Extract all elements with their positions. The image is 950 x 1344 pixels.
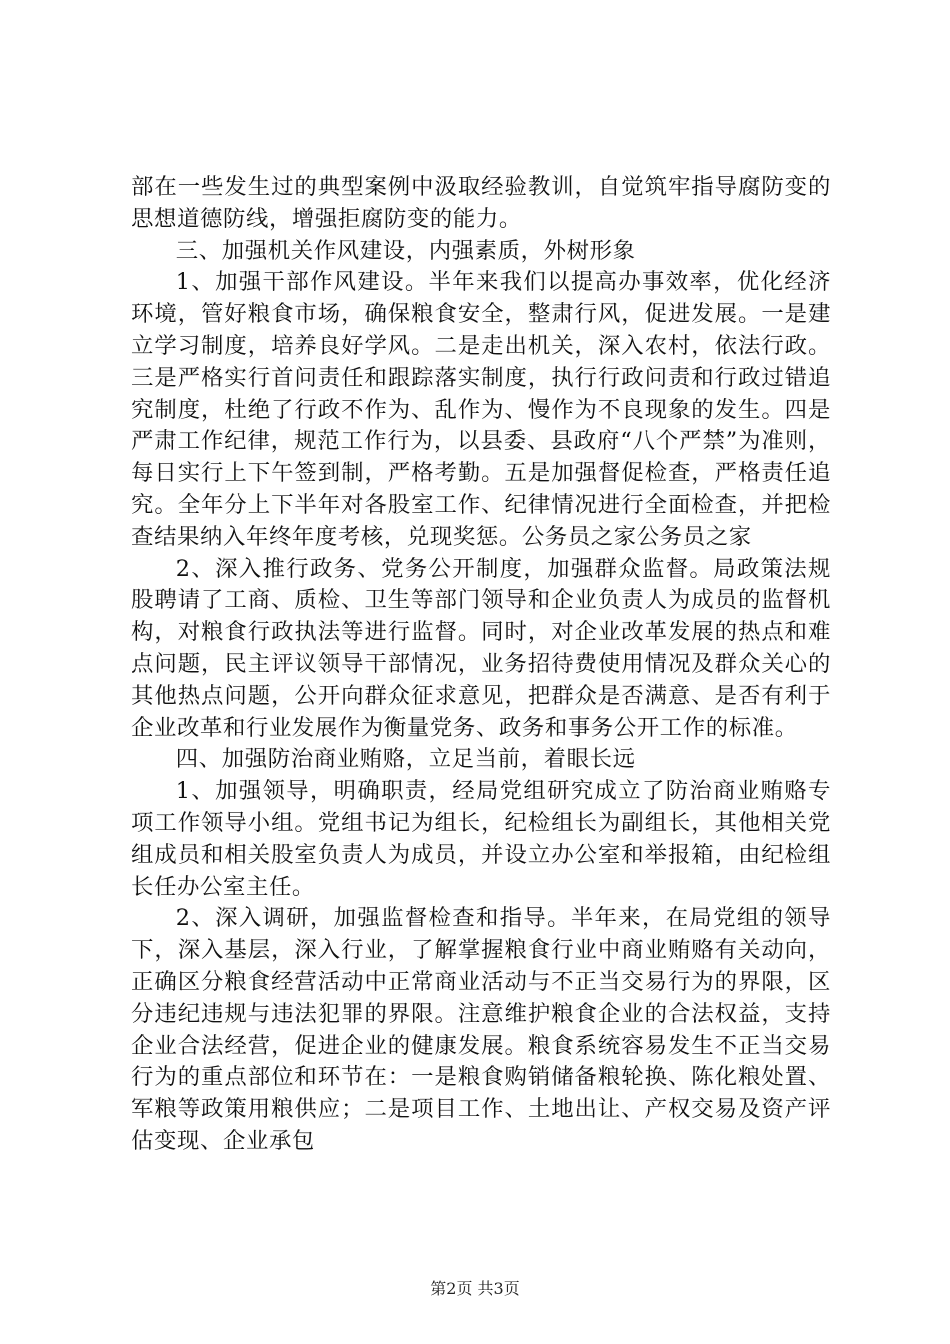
paragraph: 1、加强干部作风建设。半年来我们以提高办事效率，优化经济环境，管好粮食市场，确保粮食安全，整肃行风，促进发展。一是建立学习制度，培养良好学风。二是走出机关，深入农村，依法行政。三是严格实行首问责任和跟踪落实制度，执行行政问责和行政过错追究制度，杜绝了行政不作为、乱作为、慢作为不良现象的发生。四是严肃工作纪律，规范工作行为，以县委、县政府“八个严禁”为准则，每日实行上下午签到制，严格考勤。五是加强督促检查，严格责任追究。全年分上下半年对各股室工作、纪律情况进行全面检查，并把检查结果纳入年终年度考核，兑现奖惩。公务员之家公务员之家	[131, 269, 831, 550]
document-body	[131, 172, 831, 1158]
paragraph: 部在一些发生过的典型案例中汲取经验教训，自觉筑牢指导腐防变的思想道德防线，增强拒腐防变的能力。	[131, 174, 831, 232]
section-heading: 三、加强机关作风建设，内强素质，外树形象	[175, 237, 636, 264]
page-footer: 第2页 共3页	[430, 1279, 520, 1298]
paragraph: 1、加强领导，明确职责，经局党组研究成立了防治商业贿赂专项工作领导小组。党组书记为组长，纪检组长为副组长，其他相关党组成员和相关股室负责人为成员，并设立办公室和举报箱，由纪检组长任办公室主任。	[131, 778, 831, 900]
paragraph: 2、深入推行政务、党务公开制度，加强群众监督。局政策法规股聘请了工商、质检、卫生等部门领导和企业负责人为成员的监督机构，对粮食行政执法等进行监督。同时，对企业改革发展的热点和难点问题，民主评议领导干部情况，业务招待费使用情况及群众关心的其他热点问题，公开向群众征求意见，把群众是否满意、是否有利于企业改革和行业发展作为衡量党务、政务和事务公开工作的标准。	[131, 555, 831, 741]
section-heading: 四、加强防治商业贿赂，立足当前，着眼长远	[175, 746, 636, 773]
paragraph: 2、深入调研，加强监督检查和指导。半年来，在局党组的领导下，深入基层，深入行业，了解掌握粮食行业中商业贿赂有关动向，正确区分粮食经营活动中正常商业活动与不正当交易行为的界限，区分违纪违规与违法犯罪的界限。注意维护粮食企业的合法权益，支持企业合法经营，促进企业的健康发展。粮食系统容易发生不正当交易行为的重点部位和环节在：一是粮食购销储备粮轮换、陈化粮处置、军粮等政策用粮供应；二是项目工作、土地出让、产权交易及资产评估变现、企业承包	[131, 905, 831, 1154]
